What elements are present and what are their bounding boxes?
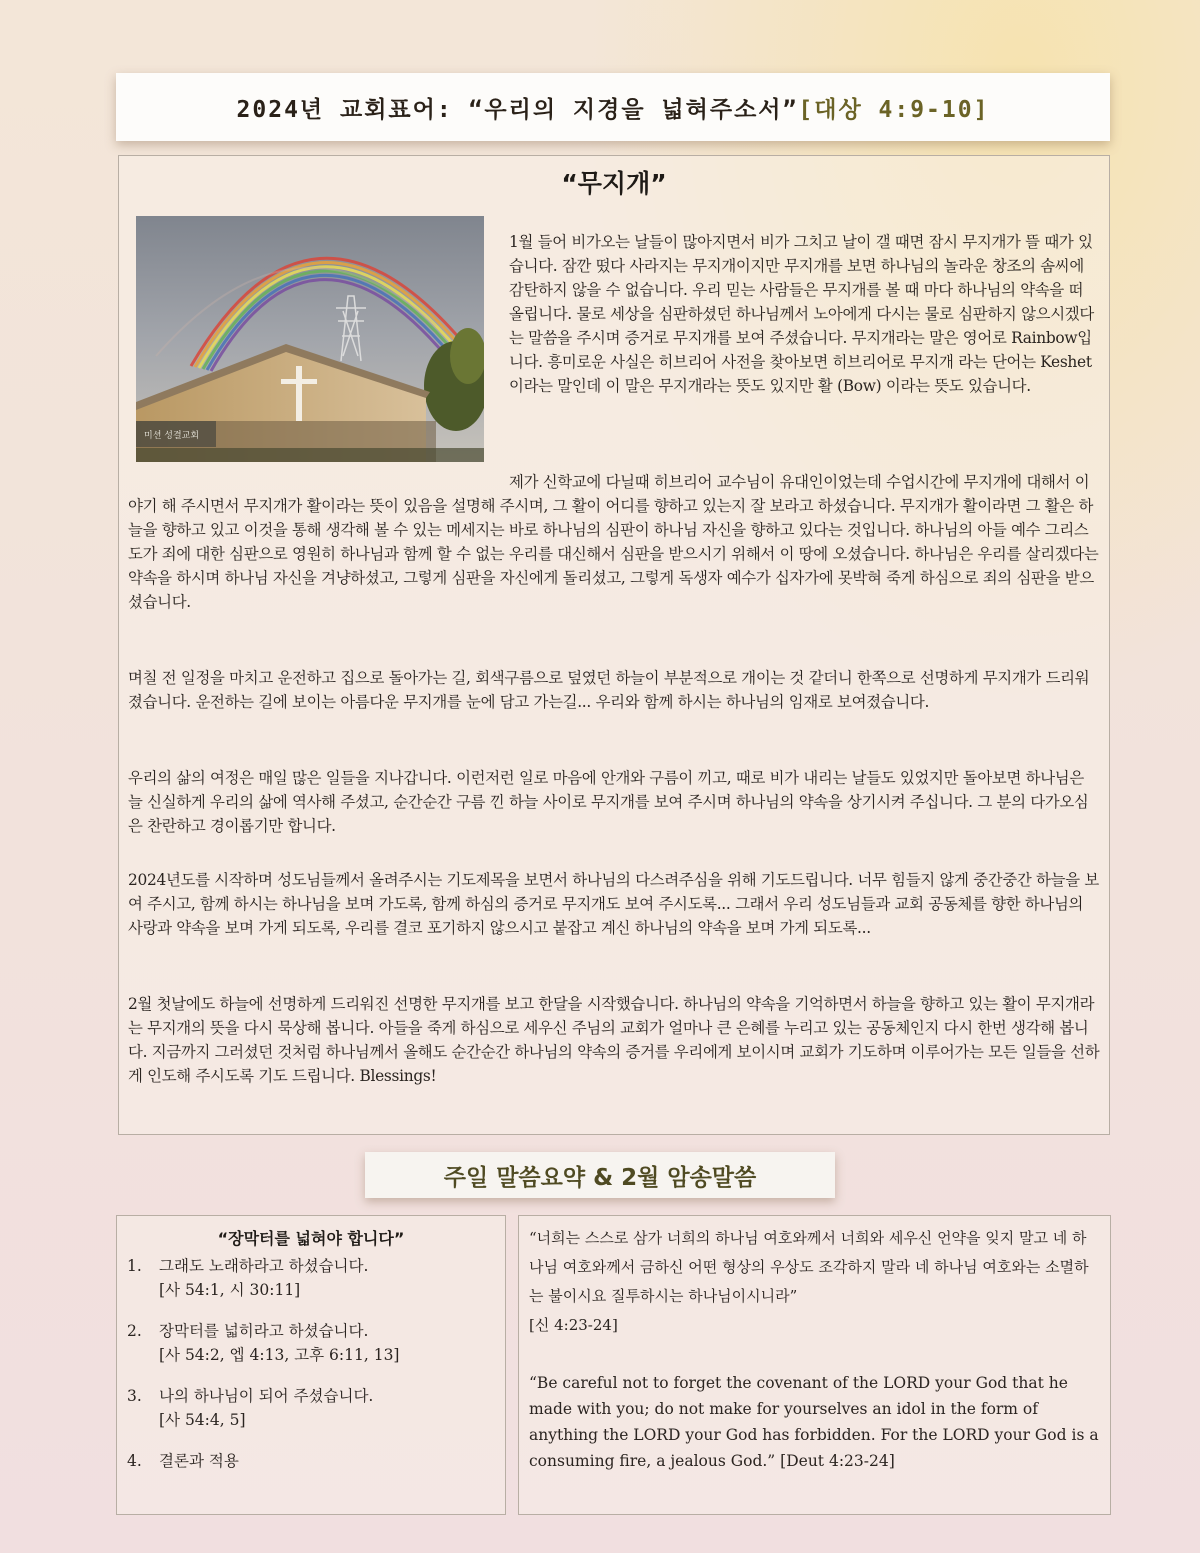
article-paragraph-3: 며칠 전 일정을 마치고 운전하고 집으로 돌아가는 길, 회색구름으로 덮였던 하늘이 부분적으로 개이는 것 같더니 한쪽으로 선명하게 무지개가 드리워졌습니다. 운전하는 길에 보이는 아름다운 무지개를 눈에 담고 가는길... 우리와 함께 하시는 하나님의 임재로 보여졌습니다.: [128, 669, 1090, 711]
point-ref: [사 54:1, 시 30:11]: [159, 1281, 301, 1299]
point-number: 4.: [127, 1452, 142, 1470]
english-verse-ref: [Deut 4:23-24]: [780, 1452, 895, 1470]
korean-verse-ref: [신 4:23-24]: [529, 1316, 618, 1334]
article-paragraph-1: 1월 들어 비가오는 날들이 많아지면서 비가 그치고 날이 갤 때면 잠시 무지개가 뜰 때가 있습니다. 잠깐 떴다 사라지는 무지개이지만 무지개를 보면 하나님의 놀라운 창조의 솜씨에 감탄하지 않을 수 없습니다. 우리 믿는 사람들은 무지개를 볼 때 마다 하나님의 약속을 떠올립니다. 물로 세상을 심판하셨던 하나님께서 노아에게 다시는 물로 심판하지 않으시겠다는 말씀을 주시며 증거로 무지개를 보여 주셨습니다. 무지개라는 말은 영어로 Rainbow입니다. 흥미로운 사실은 히브리어 사전을 찾아보면 히브리어로 무지개 라는 단어는 Keshet 이라는 말인데 이 말은 무지개라는 뜻도 있지만 활 (Bow) 이라는 뜻도 있습니다.: [509, 233, 1094, 395]
english-verse-text: “Be careful not to forget the covenant of the LORD your God that he made with you; do not make for yourselves an idol in the form of anything the LORD your God has forbidden. For the LORD your God is a consuming fire, a jealous God.”: [529, 1374, 1099, 1470]
motto-prefix: 2024년 교회표어:: [236, 96, 469, 123]
church-rainbow-photo: [136, 216, 484, 462]
sermon-title: “장막터를 넓혀야 합니다”: [217, 1229, 405, 1248]
point-number: 3.: [127, 1387, 142, 1405]
article-paragraph-4: 우리의 삶의 여정은 매일 많은 일들을 지나갑니다. 이런저런 일로 마음에 안개와 구름이 끼고, 때로 비가 내리는 날들도 있었지만 돌아보면 하나님은 늘 신실하게 우리의 삶에 역사해 주셨고, 순간순간 구름 낀 하늘 사이로 무지개를 보여 주시며 하나님의 약속을 상기시켜 주십니다. 그 분의 다가오심은 찬란하고 경이롭기만 합니다.: [128, 769, 1089, 835]
point-text: 결론과 적용: [159, 1452, 239, 1470]
article-paragraph-6: 2월 첫날에도 하늘에 선명하게 드리워진 선명한 무지개를 보고 한달을 시작했습니다. 하나님의 약속을 기억하면서 하늘을 향하고 있는 활이 무지개라는 무지개의 뜻을 다시 묵상해 봅니다. 아들을 죽게 하심으로 세우신 주님의 교회가 얼마나 큰 은혜를 누리고 있는 공동체인지 다시 한번 생각해 봅니다. 지금까지 그러셨던 것처럼 하나님께서 올해도 순간순간 하나님의 약속의 증거를 우리에게 보이시며 교회가 기도하며 이루어가는 모든 일들을 선하게 인도해 주시도록 기도 드립니다. Blessings!: [128, 995, 1100, 1085]
point-text: 나의 하나님이 되어 주셨습니다.: [159, 1387, 374, 1405]
point-number: 1.: [127, 1257, 142, 1275]
point-ref: [사 54:2, 엡 4:13, 고후 6:11, 13]: [159, 1346, 400, 1364]
point-text: 장막터를 넓히라고 하셨습니다.: [159, 1322, 369, 1340]
point-ref: [사 54:4, 5]: [159, 1411, 246, 1429]
article-title: “무지개”: [561, 169, 667, 198]
article-paragraph-5: 2024년도를 시작하며 성도님들께서 올려주시는 기도제목을 보면서 하나님의 다스려주심을 위해 기도드립니다. 너무 힘들지 않게 중간중간 하늘을 보여 주시고, 함께 하시는 하나님을 보며 가도록, 함께 하심의 증거로 무지개도 보여 주시도록... 그래서 우리 성도님들과 교회 공동체를 향한 하나님의 사랑과 약속을 보며 가게 되도록, 우리를 결코 포기하지 않으시고 붙잡고 계신 하나님의 약속을 보며 가게 되도록...: [128, 871, 1099, 937]
motto-quote: “우리의 지경을 넓혀주소서”: [468, 96, 799, 123]
motto-text: [237, 91, 990, 124]
point-number: 2.: [127, 1322, 142, 1340]
article-paragraph-2: 제가 신학교에 다닐때 히브리어 교수님이 유대인이었는데 수업시간에 무지개에 대해서 이야기 해 주시면서 무지개가 활이라는 뜻이 있음을 설명해 주시며, 그 활이 어디를 향하고 있는지 잘 보라고 하셨습니다. 무지개가 활이라면 그 활은 하늘을 향하고 있고 이것을 통해 생각해 볼 수 있는 메세지는 바로 하나님의 심판이 하나님 자신을 향하고 있다는 것입니다. 하나님의 아들 예수 그리스도가 죄에 대한 심판으로 영원히 하나님과 함께 할 수 없는 우리를 대신해서 심판을 받으시기 위해서 이 땅에 오셨습니다. 하나님은 우리를 살리겠다는 약속을 하시며 하나님 자신을 겨냥하셨고, 그렇게 심판을 자신에게 돌리셨고, 그렇게 독생자 예수가 십자가에 못박혀 죽게 하심으로 죄의 심판을 받으셨습니다.: [128, 473, 1099, 611]
memory-verse-box: [518, 1215, 1111, 1515]
rainbow-church-illustration: [136, 216, 484, 462]
section-title: 주일 말씀요약 & 2월 암송말씀: [365, 1152, 835, 1198]
point-text: 그래도 노래하라고 하셨습니다.: [159, 1257, 369, 1275]
english-verse: [529, 1370, 1099, 1474]
church-sign: 미션 성결교회: [144, 431, 200, 441]
korean-verse-text: “너희는 스스로 삼가 너희의 하나님 여호와께서 너희와 세우신 언약을 잊지 말고 네 하나님 여호와께서 금하신 어떤 형상의 우상도 조각하지 말라 네 하나님 여호와는 소멸하는 불이시요 질투하시는 하나님이시니라”: [529, 1229, 1089, 1305]
motto-banner: [116, 73, 1110, 141]
sermon-summary-box: [116, 1215, 506, 1515]
cross-icon: [296, 366, 302, 421]
korean-verse: [529, 1224, 1099, 1340]
motto-verse: [대상 4:9-10]: [798, 96, 990, 123]
